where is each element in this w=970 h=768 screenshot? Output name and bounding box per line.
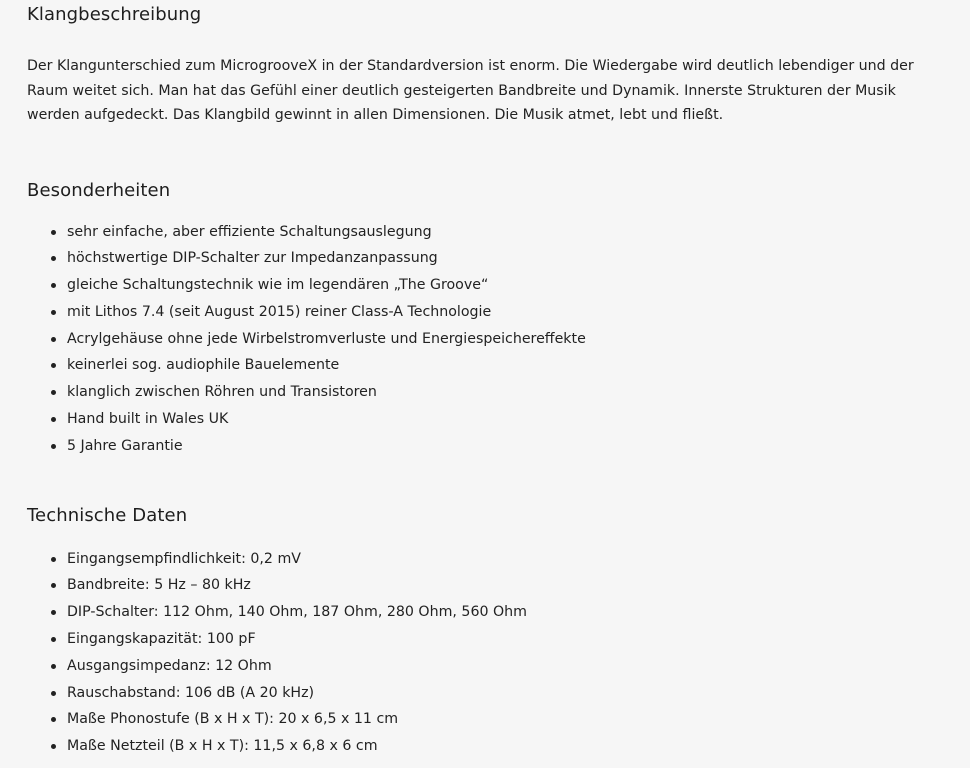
list-item	[27, 433, 952, 460]
list-item	[27, 706, 952, 733]
bullet-icon	[51, 744, 56, 749]
list-item-text: 5 Jahre Garantie	[67, 437, 183, 454]
bullet-icon	[51, 664, 56, 669]
bullet-icon	[51, 637, 56, 642]
bullet-icon	[51, 417, 56, 422]
list-item-text: höchstwertige DIP-Schalter zur Impedanzanpassung	[67, 250, 438, 267]
list-item-text: Eingangsempfindlichkeit: 0,2 mV	[67, 550, 301, 567]
bullet-icon	[51, 583, 56, 588]
bullet-icon	[51, 256, 56, 261]
bullet-icon	[51, 444, 56, 449]
bullet-icon	[51, 310, 56, 315]
features-heading: Besonderheiten	[27, 179, 171, 201]
list-item	[27, 352, 952, 379]
specs-list	[27, 546, 952, 760]
list-item-text: Bandbreite: 5 Hz – 80 kHz	[67, 577, 251, 594]
sound-paragraph: Der Klangunterschied zum MicrogrooveX in der Standardversion ist enorm. Die Wiedergabe wird deutlich lebendiger und der Raum weitet sich. Man hat das Gefühl einer deutlich gesteigerten Bandbreite und Dynamik. Innerste Strukturen der Musik werden aufgedeckt. Das Klangbild gewinnt in allen Dimensionen. Die Musik atmet, lebt und fließt.	[27, 58, 914, 123]
list-item-text: Acrylgehäuse ohne jede Wirbelstromverluste und Energiespeichereffekte	[67, 330, 586, 347]
list-item	[27, 572, 952, 599]
bullet-icon	[51, 691, 56, 696]
list-item-text: keinerlei sog. audiophile Bauelemente	[67, 357, 340, 374]
list-item	[27, 599, 952, 626]
list-item-text: Hand built in Wales UK	[67, 411, 229, 428]
list-item-text: gleiche Schaltungstechnik wie im legendären „The Groove“	[67, 277, 489, 294]
list-item-text: Ausgangsimpedanz: 12 Ohm	[67, 657, 272, 674]
bullet-icon	[51, 363, 56, 368]
bullet-icon	[51, 610, 56, 615]
sound-heading: Klangbeschreibung	[27, 4, 202, 25]
list-item	[27, 379, 952, 406]
list-item	[27, 406, 952, 433]
list-item	[27, 326, 952, 353]
list-item-text: Maße Phonostufe (B x H x T): 20 x 6,5 x 11 cm	[67, 711, 399, 728]
list-item-text: Rauschabstand: 106 dB (A 20 kHz)	[67, 684, 315, 701]
list-item-text: klanglich zwischen Röhren und Transistoren	[67, 384, 377, 401]
list-item	[27, 680, 952, 707]
list-item	[27, 272, 952, 299]
bullet-icon	[51, 557, 56, 562]
bullet-icon	[51, 230, 56, 235]
bullet-icon	[51, 283, 56, 288]
bullet-icon	[51, 390, 56, 395]
list-item-text: Maße Netzteil (B x H x T): 11,5 x 6,8 x 6 cm	[67, 738, 378, 755]
list-item-text: sehr einfache, aber effiziente Schaltungsauslegung	[67, 223, 432, 240]
list-item	[27, 733, 952, 760]
list-item-text: mit Lithos 7.4 (seit August 2015) reiner Class-A Technologie	[67, 303, 492, 320]
list-item-text: DIP-Schalter: 112 Ohm, 140 Ohm, 187 Ohm, 280 Ohm, 560 Ohm	[67, 604, 527, 621]
list-item	[27, 245, 952, 272]
list-item	[27, 219, 952, 246]
features-list	[27, 219, 952, 460]
list-item	[27, 546, 952, 573]
list-item	[27, 299, 952, 326]
list-item	[27, 653, 952, 680]
list-item	[27, 626, 952, 653]
bullet-icon	[51, 717, 56, 722]
list-item-text: Eingangskapazität: 100 pF	[67, 631, 256, 648]
specs-heading: Technische Daten	[27, 504, 188, 526]
bullet-icon	[51, 337, 56, 342]
